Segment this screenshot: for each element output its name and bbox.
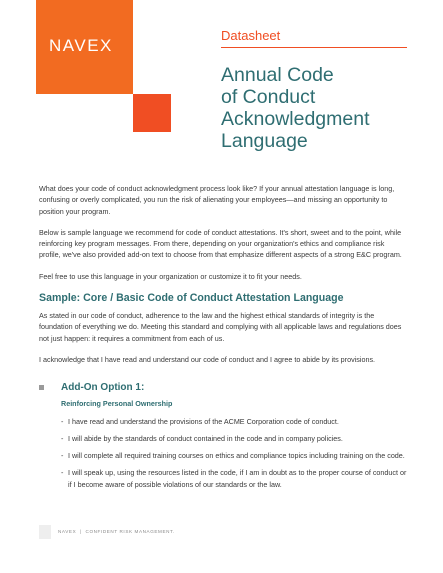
intro-paragraph: Below is sample language we recommend for code of conduct attestations. It's short, sweet and to the point, while reinforcing key program messages. From there, depending on your organization's ethics and compliance risk profile, we've also provided add-on text to choose from that emphasize different aspects of a strong E&C program. <box>39 227 402 260</box>
addon-heading <box>39 382 407 394</box>
intro-paragraph: Feel free to use this language in your organization or customize it to fit your needs. <box>39 271 302 281</box>
document-type-divider <box>221 47 407 48</box>
sample-paragraph: As stated in our code of conduct, adherence to the law and the highest ethical standards of integrity is the foundation of everything we do. Meeting this standard and complying with all applicable laws and regulations does not just happen: it requires a commitment from each of us. <box>39 311 402 343</box>
intro-paragraph: What does your code of conduct acknowledgment process look like? If your annual attestation language is long, confusing or overly complicated, you run the risk of alienating your employees—and missing an opportunity to position your program. <box>39 184 395 216</box>
document-body <box>39 183 407 496</box>
dash-bullet-icon: - <box>61 433 64 443</box>
list-item-text: I will speak up, using the resources listed in the code, if I am in doubt as to the proper course of conduct or if I become aware of possible violations of our standards or the law. <box>68 468 407 489</box>
navex-logo: NAVEX <box>49 36 113 55</box>
sample-section-heading: Sample: Core / Basic Code of Conduct Attestation Language <box>39 292 344 305</box>
addon-subheading: Reinforcing Personal Ownership <box>61 399 173 409</box>
list-item <box>61 416 407 427</box>
document-type-label: Datasheet <box>221 28 281 43</box>
list-item <box>61 467 407 490</box>
dash-bullet-icon: - <box>61 416 64 426</box>
list-item-text: I have read and understand the provisions of the ACME Corporation code of conduct. <box>68 416 339 426</box>
list-item-text: I will abide by the standards of conduct contained in the code and in company policies. <box>68 433 343 443</box>
sample-paragraph: I acknowledge that I have read and understand our code of conduct and I agree to abide by its provisions. <box>39 354 376 364</box>
addon-list <box>39 416 407 490</box>
dash-bullet-icon: - <box>61 451 64 461</box>
page-number-box <box>39 525 51 539</box>
page-title <box>221 64 421 152</box>
list-item <box>61 433 407 444</box>
brand-accent-square <box>133 94 171 132</box>
title-line: of Conduct <box>221 86 316 108</box>
list-item-text: I will complete all required training courses on ethics and compliance topics including training on the code. <box>68 451 405 461</box>
dash-bullet-icon: - <box>61 468 64 478</box>
title-line: Language <box>221 130 308 152</box>
list-item <box>61 450 407 461</box>
addon-heading-text: Add-On Option 1: <box>61 382 145 394</box>
square-bullet-icon <box>39 385 44 390</box>
footer-text: NAVEX | CONFIDENT RISK MANAGEMENT. <box>58 529 175 534</box>
title-line: Acknowledgment <box>221 108 370 130</box>
title-line: Annual Code <box>221 64 334 86</box>
